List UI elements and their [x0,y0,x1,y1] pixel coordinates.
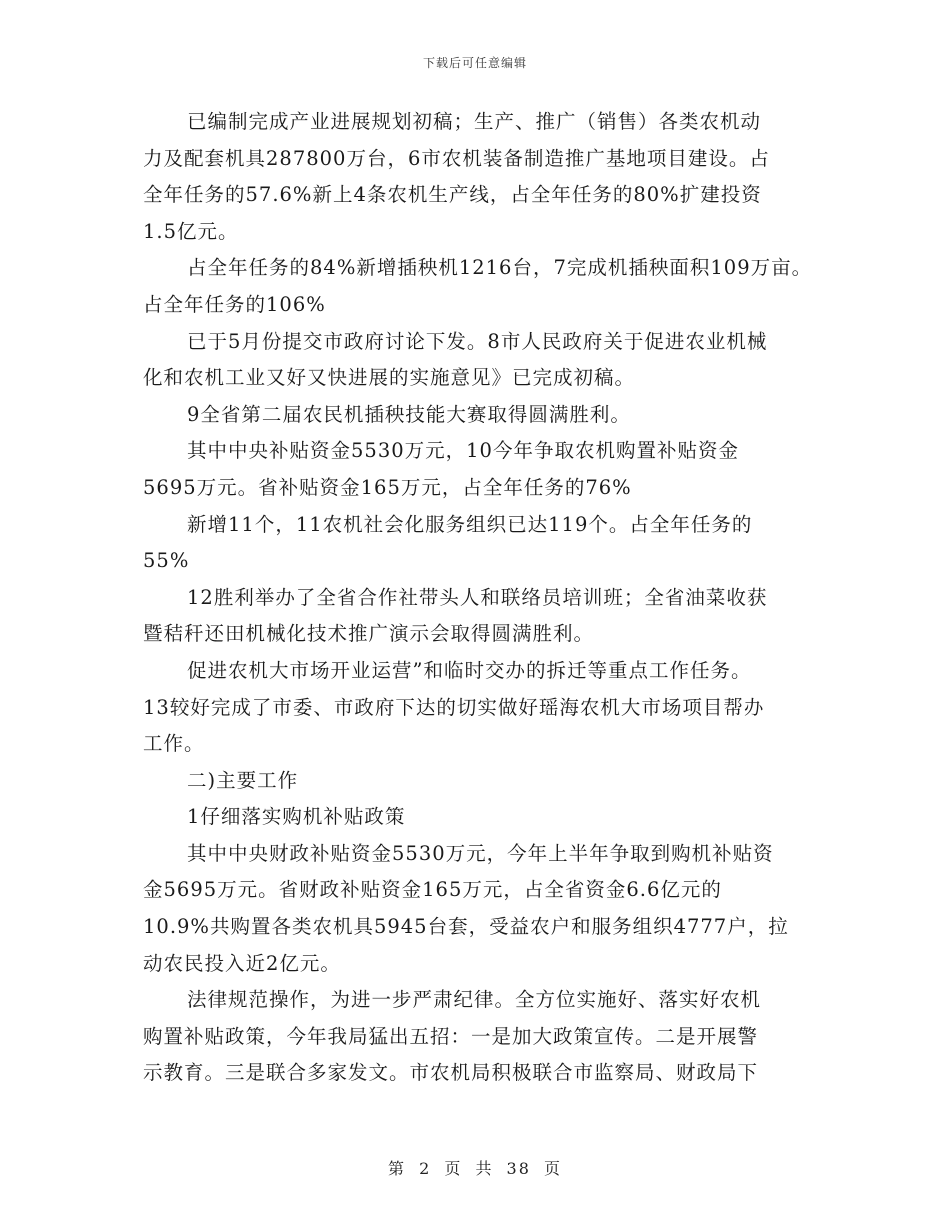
page-footer: 第 2 页 共 38 页 [388,1159,562,1178]
text-line: 暨秸秆还田机械化技术推广演示会取得圆满胜利。 [143,622,595,646]
document-body [143,108,833,1096]
text-line: 力及配套机具287800万台，6市农机装备制造推广基地项目建设。占 [143,146,770,170]
text-line: 9全省第二届农民机插秧技能大赛取得圆满胜利。 [187,402,631,426]
text-line: 金5695万元。省财政补贴资金165万元，占全省资金6.6亿元的 [143,878,722,902]
text-line: 化和农机工业又好又快进展的实施意见》已完成初稿。 [143,366,636,390]
text-line: 13较好完成了市委、市政府下达的切实做好瑶海农机大市场项目帮办 [143,695,765,719]
text-line: 其中中央财政补贴资金5530万元，今年上半年争取到购机补贴资 [187,841,774,865]
text-line: 全年任务的57.6%新上4条农机生产线，占全年任务的80%扩建投资 [143,183,762,207]
text-line: 购置补贴政策，今年我局猛出五招：一是加大政策宣传。二是开展警 [143,1024,759,1048]
text-line: 1.5亿元。 [143,219,239,243]
text-line: 占全年任务的84%新增插秧机1216台，7完成机插秧面积109万亩。 [187,256,813,280]
text-line: 工作。 [143,732,205,756]
text-line: 55% [143,549,190,573]
text-line: 10.9%共购置各类农机具5945台套，受益农户和服务组织4777户，拉 [143,915,789,939]
text-line: 已编制完成产业进展规划初稿；生产、推广（销售）各类农机动 [187,110,762,133]
text-line: 示教育。三是联合多家发文。市农机局积极联合市监察局、财政局下 [143,1061,759,1085]
text-line: 其中中央补贴资金5530万元，10今年争取农机购置补贴资金 [187,439,739,463]
text-line: 12胜利举办了全省合作社带头人和联络员培训班；全省油菜收获 [187,585,768,609]
text-line: 5695万元。省补贴资金165万元，占全年任务的76% [143,475,632,499]
text-line: 1仔细落实购机补贴政策 [187,805,406,829]
text-line: 法律规范操作，为进一步严肃纪律。全方位实施好、落实好农机 [187,988,762,1012]
text-line: 占全年任务的106% [143,292,326,316]
text-line: 动农民投入近2亿元。 [143,951,341,975]
text-line: 二)主要工作 [187,768,299,792]
text-line: 新增11个，11农机社会化服务组织已达119个。占全年任务的 [187,512,753,536]
text-line: 已于5月份提交市政府讨论下发。8市人民政府关于促进农业机械 [187,329,768,353]
page-header: 下载后可任意编辑 [422,56,527,70]
text-line: 促进农机大市场开业运营”和临时交办的拆迁等重点工作任务。 [187,658,752,682]
